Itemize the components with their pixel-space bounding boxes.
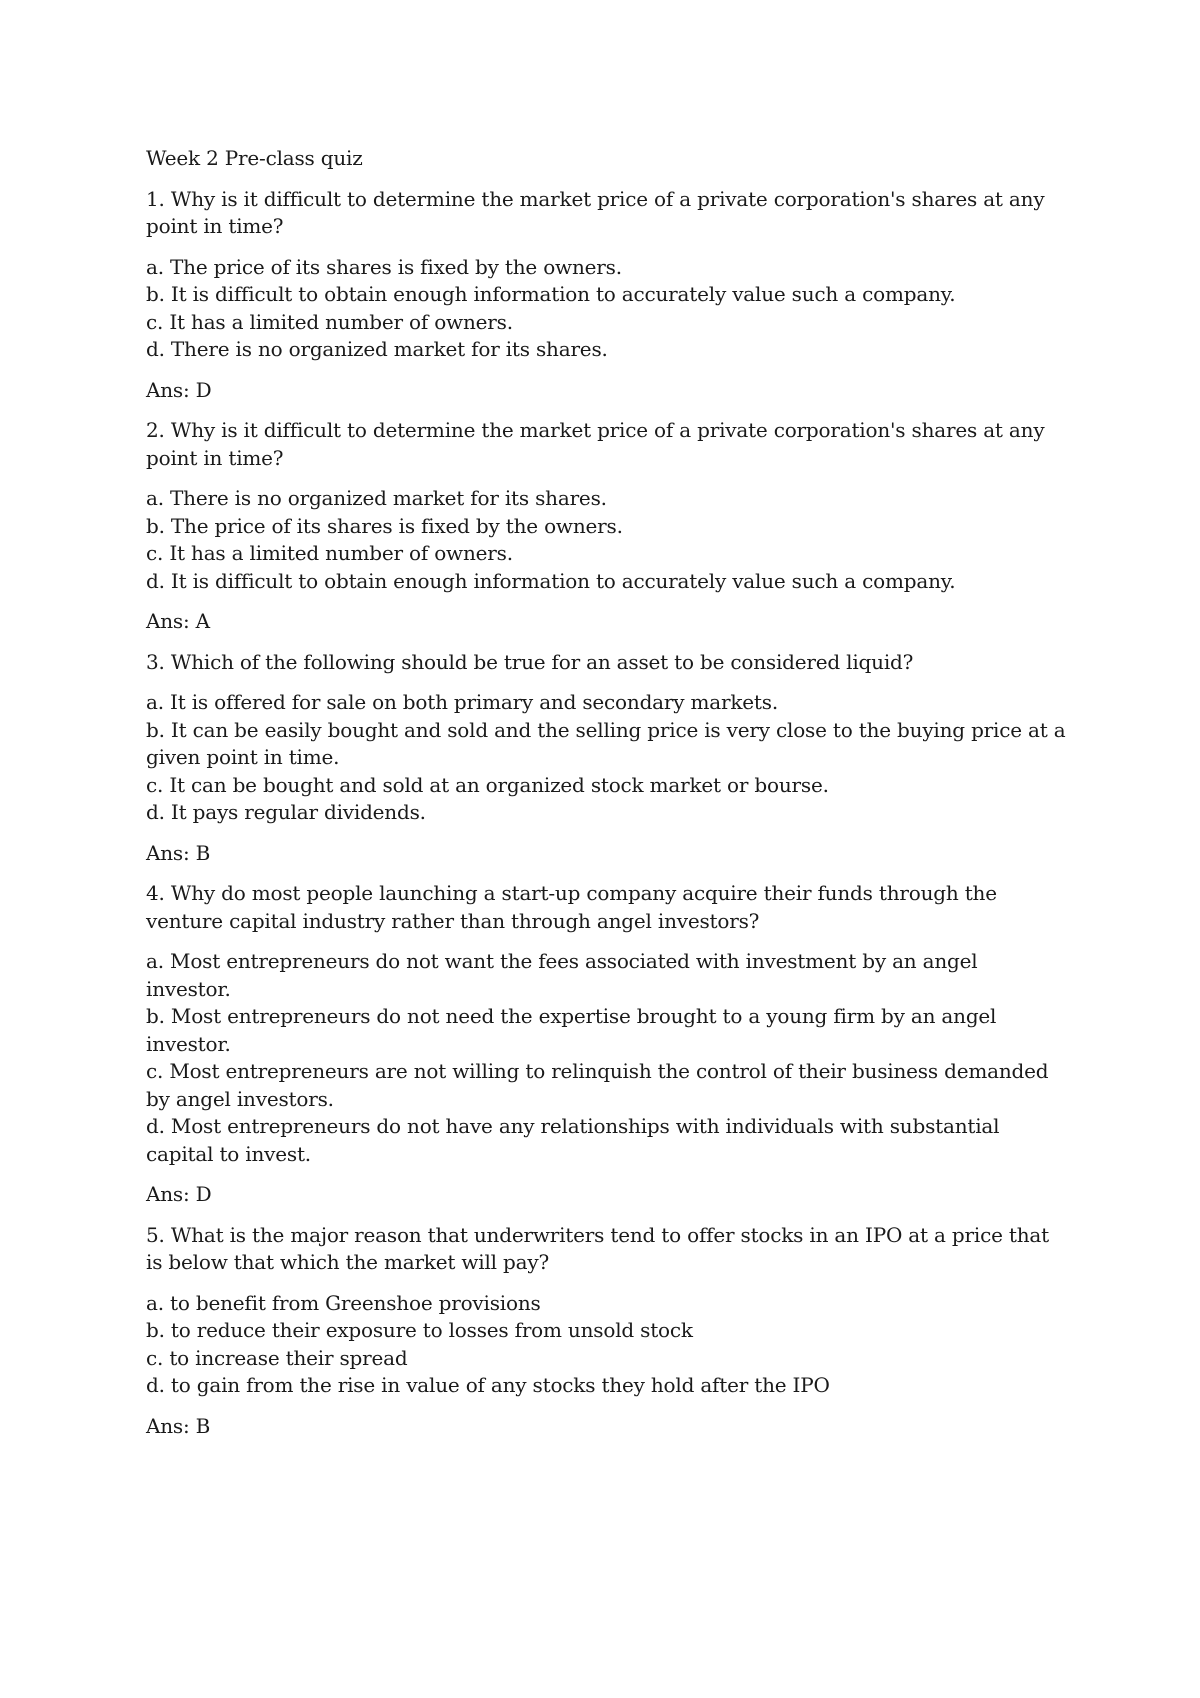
question-text: 4. Why do most people launching a start-up company acquire their funds through the venture capital industry rather than through angel investors? [146, 881, 997, 933]
question-text: 1. Why is it difficult to determine the market price of a private corporation's shares at any point in time? [146, 186, 1045, 238]
option-a: a. There is no organized market for its shares. [146, 486, 607, 510]
option-b: b. It can be easily bought and sold and the selling price is very close to the buying price at a given point in time. [146, 717, 1066, 769]
question-block-5 [146, 1222, 1066, 1441]
option-c: c. It has a limited number of owners. [146, 309, 513, 334]
question-text: 5. What is the major reason that underwriters tend to offer stocks in an IPO at a price that is below that which the market will pay? [146, 1222, 1049, 1274]
option-a: a. The price of its shares is fixed by the owners. [146, 254, 622, 279]
option-b: b. Most entrepreneurs do not need the expertise brought to a young firm by an angel investor. [146, 1004, 997, 1056]
answer-text: Ans: D [146, 1182, 212, 1206]
question-block-1 [146, 186, 1066, 405]
question-text: 2. Why is it difficult to determine the market price of a private corporation's shares at any point in time? [146, 418, 1045, 470]
option-a: a. It is offered for sale on both primary and secondary markets. [146, 690, 778, 714]
question-block-2 [146, 417, 1066, 636]
option-a: a. to benefit from Greenshoe provisions [146, 1290, 541, 1315]
question-block-4 [146, 880, 1066, 1209]
option-d: d. It is difficult to obtain enough information to accurately value such a company. [146, 568, 956, 593]
option-d: d. There is no organized market for its shares. [146, 337, 608, 361]
option-c: c. to increase their spread [146, 1345, 408, 1370]
option-d: d. to gain from the rise in value of any stocks they hold after the IPO [146, 1373, 830, 1397]
option-c: c. Most entrepreneurs are not willing to relinquish the control of their business demanded by angel investors. [146, 1059, 1049, 1111]
option-list [146, 1290, 1066, 1400]
option-d: d. It pays regular dividends. [146, 800, 426, 824]
option-a: a. Most entrepreneurs do not want the fees associated with investment by an angel investor. [146, 949, 978, 1001]
option-c: c. It has a limited number of owners. [146, 541, 513, 565]
option-b: b. It is difficult to obtain enough information to accurately value such a company. [146, 282, 956, 306]
option-b: b. The price of its shares is fixed by the owners. [146, 513, 623, 538]
option-list [146, 948, 1066, 1168]
option-c: c. It can be bought and sold at an organized stock market or bourse. [146, 772, 829, 797]
option-list [146, 485, 1066, 595]
option-d: d. Most entrepreneurs do not have any relationships with individuals with substantial capital to invest. [146, 1114, 1000, 1166]
option-b: b. to reduce their exposure to losses from unsold stock [146, 1318, 693, 1342]
question-text: 3. Which of the following should be true for an asset to be considered liquid? [146, 649, 914, 674]
answer-text: Ans: A [146, 609, 210, 633]
document-page [146, 145, 1066, 1453]
page-title: Week 2 Pre-class quiz [146, 146, 363, 170]
question-block-3 [146, 649, 1066, 868]
answer-text: Ans: B [146, 840, 211, 865]
option-list [146, 689, 1066, 827]
answer-text: Ans: B [146, 1413, 211, 1438]
answer-text: Ans: D [146, 377, 212, 402]
option-list [146, 254, 1066, 364]
